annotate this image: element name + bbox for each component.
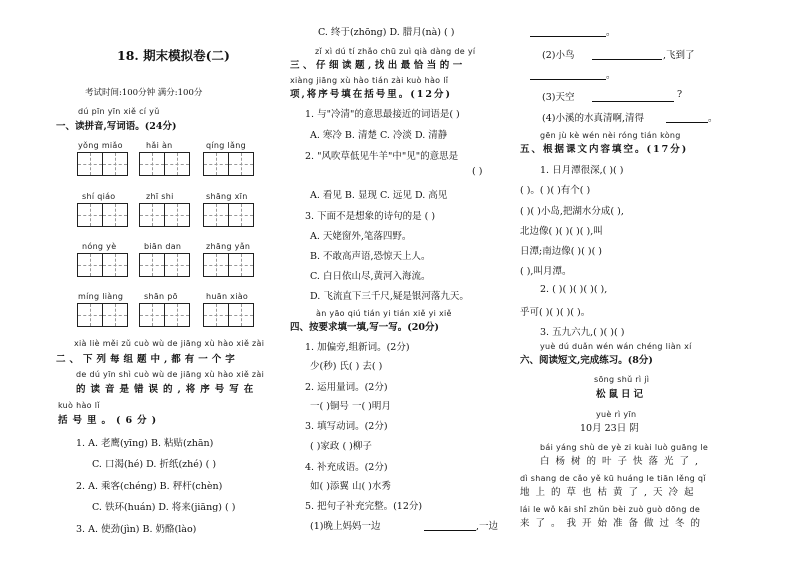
section2-heading: 二、下列每组题中,都有一个字 xyxy=(56,354,239,365)
s3-q2: 2. "风吹草低见牛羊"中"见"的意思是 xyxy=(305,151,459,162)
story-title-pinyin: sōng shǔ rì jì xyxy=(594,375,650,384)
pinyin-label: yǒng miǎo xyxy=(78,141,123,150)
s3-q3: 3. 下面不是想象的诗句的是 ( ) xyxy=(305,211,436,222)
s4-p1: 1. 加偏旁,组新词。(2分) xyxy=(305,342,410,353)
writing-grid[interactable] xyxy=(203,203,253,227)
section5-heading: 五、根据课文内容填空。(17分) xyxy=(520,144,689,155)
c3-l2-end: 。 xyxy=(606,70,616,81)
c3-l3: (3)天空 xyxy=(542,92,575,103)
section4-pinyin: àn yāo qiú tián yi tián xiě yi xiě xyxy=(316,309,452,318)
s4-p5: 5. 把句子补充完整。(12分) xyxy=(305,501,423,512)
pinyin-label: nóng yè xyxy=(82,242,117,251)
q2-line1: 2. A. 乘客(chéng) B. 秤杆(chèn) xyxy=(76,481,223,492)
answer-line[interactable] xyxy=(592,59,662,60)
s3-q2-options: A. 看见 B. 显现 C. 远见 D. 高见 xyxy=(310,190,448,201)
writing-grid[interactable] xyxy=(203,253,253,277)
answer-line[interactable] xyxy=(666,122,708,123)
pinyin-label: shān pō xyxy=(144,292,178,301)
story-l2: 地上的草也枯黄了,天冷起 xyxy=(520,487,700,498)
answer-line[interactable] xyxy=(592,101,674,102)
s5-r3: ( )( )小岛,把湖水分成( ), xyxy=(520,206,624,217)
s5-r5: 日潭;南边像( )( )( ) xyxy=(520,246,602,257)
section1-pinyin: dú pīn yīn xiě cí yǔ xyxy=(78,107,160,116)
writing-grid[interactable] xyxy=(77,203,127,227)
s5-r1: 1. 日月潭很深,( )( ) xyxy=(540,165,624,176)
s5-r2: ( )。( )( )有个( ) xyxy=(520,185,591,196)
writing-grid[interactable] xyxy=(203,152,253,176)
section2-line2: 的读音是错误的,将序号写在 xyxy=(76,384,259,395)
s3-q2-paren: ( ) xyxy=(472,166,483,177)
section3-pinyin: zǐ xì dú tí zhǎo chū zuì qià dàng de yí xyxy=(315,47,476,56)
q2-line2: C. 铁环(huán) D. 将来(jiāng) ( ) xyxy=(92,502,236,513)
story-l2-pinyin: dì shang de cǎo yě kū huáng le tiān lěng qǐ xyxy=(520,474,706,483)
story-l1: 白杨树的叶子快落光了, xyxy=(540,456,705,467)
s4-p5-1-end: ,一边 xyxy=(476,521,499,532)
writing-grid[interactable] xyxy=(203,303,253,327)
pinyin-label: qíng lǎng xyxy=(206,141,246,150)
answer-line[interactable] xyxy=(424,530,476,531)
story-l3: 来了。我开始准备做过冬的 xyxy=(520,518,707,529)
s3-q1-options: A. 寒冷 B. 清楚 C. 冷淡 D. 清静 xyxy=(310,130,448,141)
c3-l3-end: ? xyxy=(677,89,683,100)
c3-l4: (4)小溪的水真清啊,清得 xyxy=(542,113,644,124)
c3-l2: (2)小鸟 xyxy=(542,50,575,61)
pinyin-label: míng liàng xyxy=(78,292,124,301)
pinyin-label: shāng xīn xyxy=(206,192,248,201)
s4-p2: 2. 运用量词。(2分) xyxy=(305,382,388,393)
s4-p3-items: ( )家政 ( )柳子 xyxy=(310,441,372,452)
s5-r8: 乎可( )( )( )( )。 xyxy=(520,307,591,318)
section3-line2-pinyin: xiàng jiāng xù hào tián zài kuò hào lǐ xyxy=(290,76,449,85)
pinyin-label: zhāng yǎn xyxy=(206,242,251,251)
q3-options-cd: C. 终于(zhōng) D. 腊月(nà) ( ) xyxy=(318,27,455,38)
pinyin-label: biān dan xyxy=(144,242,182,251)
q1-line1: 1. A. 老鹰(yīng) B. 粘贴(zhān) xyxy=(76,438,214,449)
pinyin-label: hǎi àn xyxy=(146,141,173,150)
pinyin-label: huān xiào xyxy=(206,292,249,301)
writing-grid[interactable] xyxy=(139,203,189,227)
c3-l4-end: 。 xyxy=(708,113,718,124)
story-date: 10月 23日 阴 xyxy=(580,423,639,434)
writing-grid[interactable] xyxy=(139,253,189,277)
page-title: 18. 期末模拟卷(二) xyxy=(117,48,230,63)
story-l3-pinyin: lái le wǒ kāi shǐ zhǔn bèi zuò guò dōng de xyxy=(520,505,701,514)
s5-r9: 3. 五九六九,( )( )( ) xyxy=(540,327,625,338)
writing-grid[interactable] xyxy=(77,303,127,327)
c3-l2-mid: ,飞到了 xyxy=(663,50,695,61)
s4-p3: 3. 填写动词。(2分) xyxy=(305,421,388,432)
section2-line3-pinyin: kuò hào lǐ xyxy=(58,401,100,410)
s4-p4: 4. 补充成语。(2分) xyxy=(305,462,388,473)
pinyin-label: zhī shi xyxy=(146,192,174,201)
section3-heading: 三、仔细读题,找出最恰当的一 xyxy=(290,60,466,71)
section4-heading: 四、按要求填一填,写一写。(20分) xyxy=(290,322,440,333)
section6-heading: 六、阅读短文,完成练习。(8分) xyxy=(520,355,653,366)
writing-grid[interactable] xyxy=(77,152,127,176)
s4-p4-items: 如( )添翼 山( )水秀 xyxy=(310,481,391,492)
section2-pinyin: xià liè měi zǔ cuò wù de jiāng xù hào xiě zài xyxy=(74,339,265,348)
s3-q3-d: D. 飞流直下三千尺,疑是银河落九天。 xyxy=(310,291,469,302)
section2-line3: 括号里。(6分) xyxy=(58,415,162,426)
story-date-pinyin: yuè rì yīn xyxy=(596,410,637,419)
c3-line1-end: 。 xyxy=(606,27,616,38)
s3-q3-c: C. 白日依山尽,黄河入海流。 xyxy=(310,271,431,282)
answer-line[interactable] xyxy=(530,79,606,80)
exam-info: 考试时间:100分钟 满分:100分 xyxy=(85,88,203,98)
s3-q1: 1. 与"冷清"的意思最接近的词语是( ) xyxy=(305,109,460,120)
pinyin-label: shí qiáo xyxy=(82,192,116,201)
answer-line[interactable] xyxy=(530,36,606,37)
s5-r7: 2. ( )( )( )( )( ), xyxy=(540,284,608,295)
writing-grid[interactable] xyxy=(139,152,189,176)
s3-q3-a: A. 天姥窗外,笔落四野。 xyxy=(310,231,412,242)
story-title: 松鼠日记 xyxy=(596,389,647,400)
q1-line2: C. 口渴(hé) D. 折纸(zhé) ( ) xyxy=(92,459,217,470)
s5-r4: 北边像( )( )( )( ),叫 xyxy=(520,226,603,237)
writing-grid[interactable] xyxy=(77,253,127,277)
s4-p2-items: 一( )铜号 一( )明月 xyxy=(310,401,391,412)
section5-pinyin: gēn jù kè wén nèi róng tián kòng xyxy=(540,131,681,140)
section1-heading: 一、读拼音,写词语。(24分) xyxy=(56,121,177,132)
s3-q3-b: B. 不敢高声语,恐惊天上人。 xyxy=(310,251,431,262)
s4-p1-items: 少(秒) 氏( ) 去( ) xyxy=(310,361,383,372)
writing-grid[interactable] xyxy=(139,303,189,327)
section3-line2: 项,将序号填在括号里。(12分) xyxy=(290,89,453,100)
s4-p5-1: (1)晚上妈妈一边 xyxy=(310,521,381,532)
story-l1-pinyin: bái yáng shù de yè zi kuài luò guāng le xyxy=(540,443,709,452)
s5-r6: ( ),叫月潭。 xyxy=(520,266,572,277)
section6-pinyin: yuè dú duǎn wén wán chéng liàn xí xyxy=(540,342,692,351)
q3-line1: 3. A. 使劲(jìn) B. 奶酪(lào) xyxy=(76,524,197,535)
section2-line2-pinyin: de dú yīn shì cuò wù de jiāng xù hào xiě zài xyxy=(76,370,265,379)
